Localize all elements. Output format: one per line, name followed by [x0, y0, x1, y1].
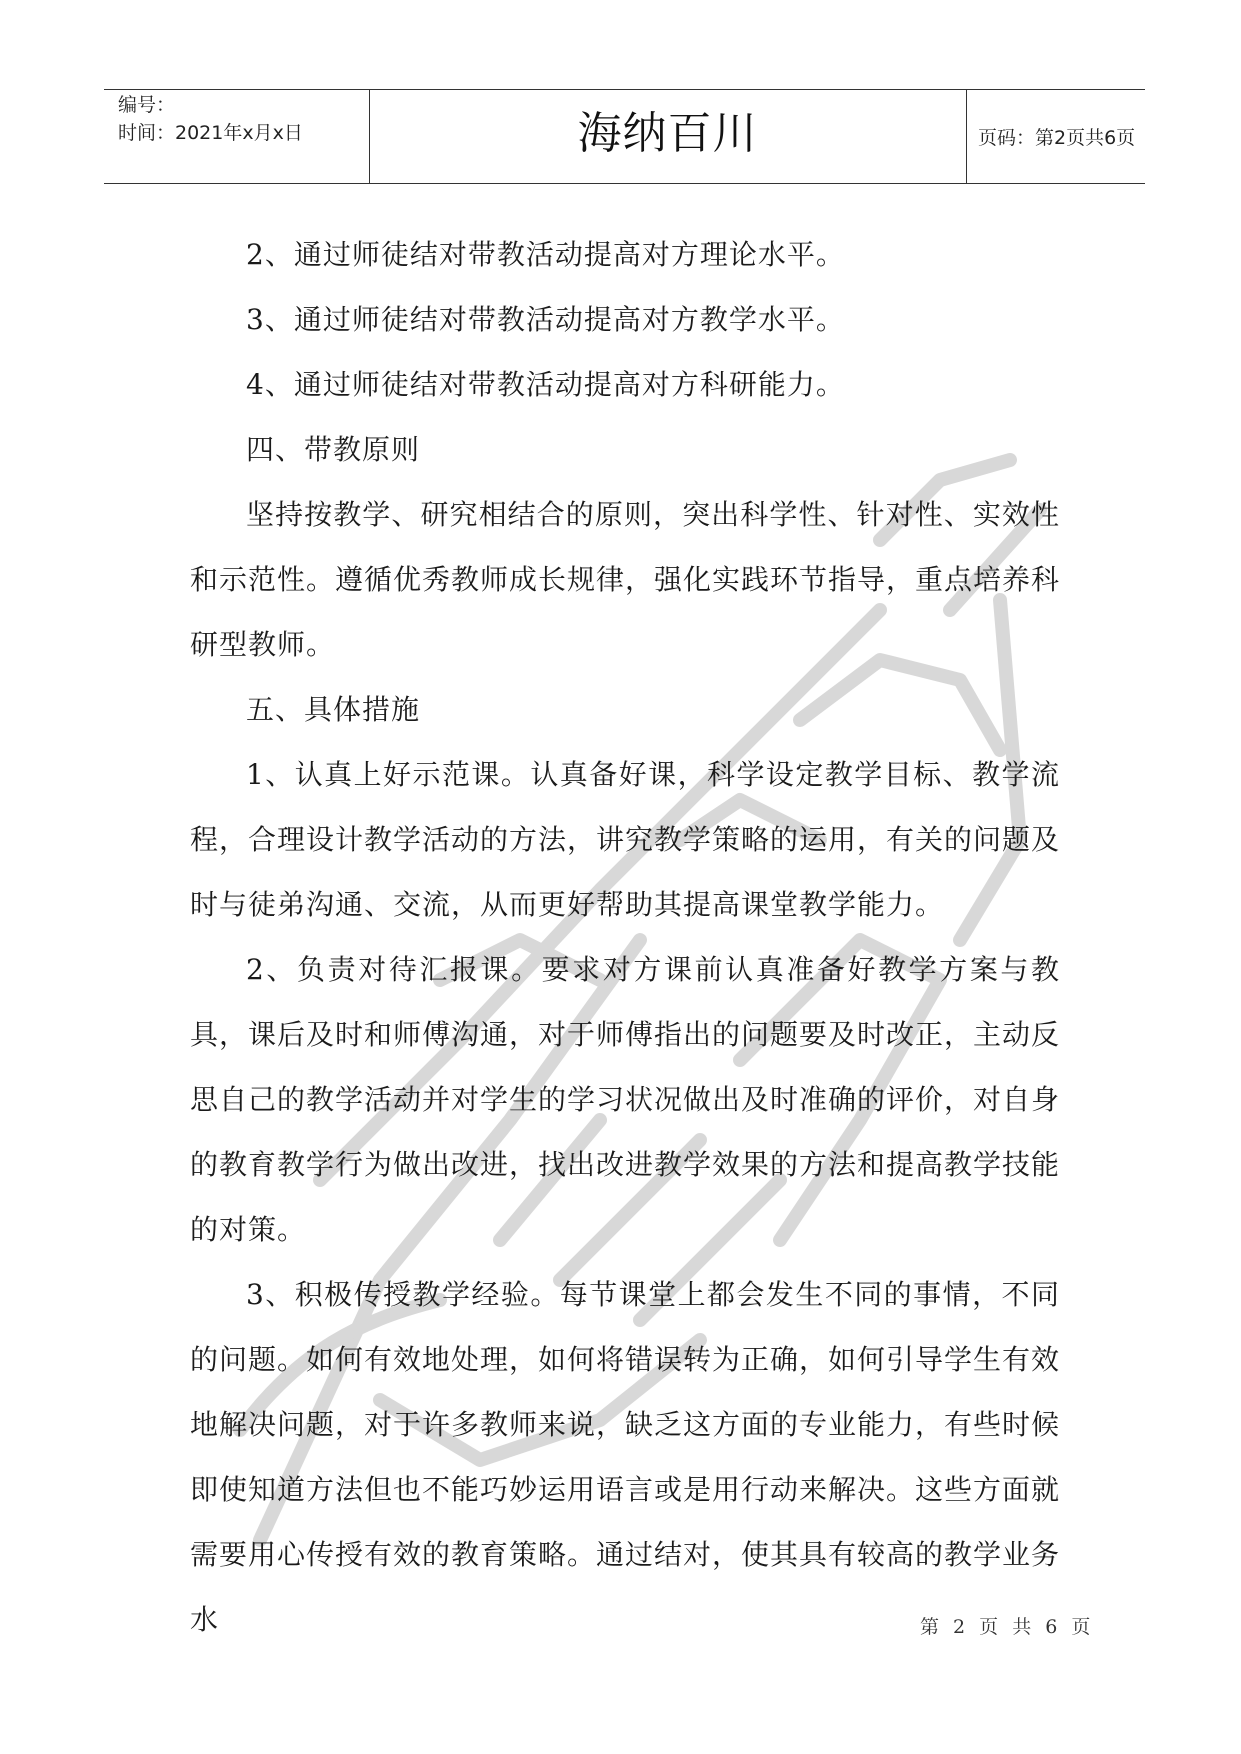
body-paragraph: 4、通过师徒结对带教活动提高对方科研能力。 — [246, 368, 845, 401]
document-number-label: 编号： — [118, 94, 176, 116]
body-paragraph: 3、通过师徒结对带教活动提高对方教学水平。 — [246, 303, 845, 336]
section-heading: 五、具体措施 — [246, 693, 421, 726]
body-paragraph: 2、负责对待汇报课。要求对方课前认真准备好教学方案与教具，课后及时和师傅沟通，对于师傅指出的问题要及时改正，主动反思自己的教学活动并对学生的学习状况做出及时准确的评价，对自身的教育教学行为做出改进，找出改进教学效果的方法和提高教学技能的对策。 — [190, 953, 1061, 1246]
section-heading: 四、带教原则 — [246, 433, 421, 466]
header-page-cell — [966, 90, 1145, 183]
page-footer: 第 2 页 共 6 页 — [920, 1616, 1095, 1638]
document-header — [104, 89, 1145, 184]
document-time-label: 时间：2021年x月x日 — [118, 122, 303, 144]
header-meta-cell — [104, 90, 370, 183]
body-paragraph: 1、认真上好示范课。认真备好课，科学设定教学目标、教学流程，合理设计教学活动的方法，讲究教学策略的运用，有关的问题及时与徒弟沟通、交流，从而更好帮助其提高课堂教学能力。 — [190, 758, 1061, 921]
body-paragraph: 3、积极传授教学经验。每节课堂上都会发生不同的事情，不同的问题。如何有效地处理，如何将错误转为正确，如何引导学生有效地解决问题，对于许多教师来说，缺乏这方面的专业能力，有些时候即使知道方法但也不能巧妙运用语言或是用行动来解决。这些方面就需要用心传授有效的教育策略。通过结对，使其具有较高的教学业务水 — [190, 1278, 1061, 1636]
document-body — [190, 222, 1060, 1652]
brand-title: 海纳百川 — [577, 108, 758, 159]
body-paragraph: 2、通过师徒结对带教活动提高对方理论水平。 — [246, 238, 845, 271]
body-paragraph: 坚持按教学、研究相结合的原则，突出科学性、针对性、实效性和示范性。遵循优秀教师成长规律，强化实践环节指导，重点培养科研型教师。 — [190, 498, 1061, 661]
header-brand-cell — [369, 90, 967, 183]
header-page-number: 页码：第2页共6页 — [978, 127, 1136, 149]
